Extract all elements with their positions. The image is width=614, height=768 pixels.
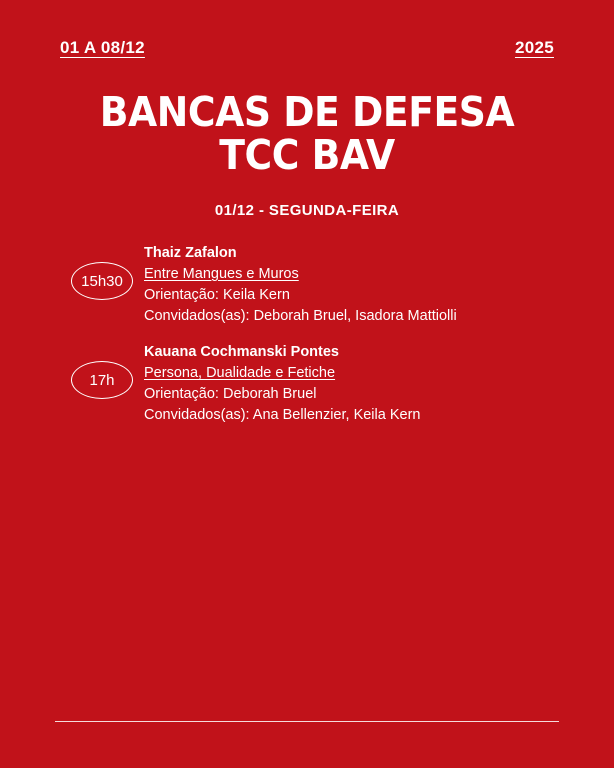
status-badge: 17h (71, 361, 133, 399)
guests-line: Convidados(as): Deborah Bruel, Isadora Mattiolli (144, 308, 457, 325)
list-item (60, 341, 574, 426)
advisor-line: Orientação: Keila Kern (144, 287, 290, 304)
status-badge: 15h30 (71, 262, 133, 300)
time-badge-wrap (60, 341, 144, 399)
date-range-label: 01 A 08/12 (60, 38, 145, 57)
title-line-2: TCC BAV (219, 130, 395, 179)
entry-details (144, 242, 574, 327)
entry-details (144, 341, 574, 426)
year-label: 2025 (514, 38, 554, 57)
presenter-name: Kauana Cochmanski Pontes (144, 344, 339, 361)
schedule-list (60, 242, 574, 440)
day-heading: 01/12 - SEGUNDA-FEIRA (214, 202, 400, 219)
advisor-line: Orientação: Deborah Bruel (144, 386, 317, 403)
work-title: Persona, Dualidade e Fetiche (144, 365, 336, 382)
list-item (60, 242, 574, 327)
work-title: Entre Mangues e Muros (144, 266, 299, 283)
poster-header (60, 38, 554, 58)
presenter-name: Thaiz Zafalon (144, 245, 237, 261)
page-title (0, 88, 614, 179)
time-badge-wrap (60, 242, 144, 300)
footer-divider (55, 721, 559, 722)
title-line-1: BANCAS DE DEFESA (99, 88, 515, 136)
guests-line: Convidados(as): Ana Bellenzier, Keila Kern (144, 407, 421, 424)
